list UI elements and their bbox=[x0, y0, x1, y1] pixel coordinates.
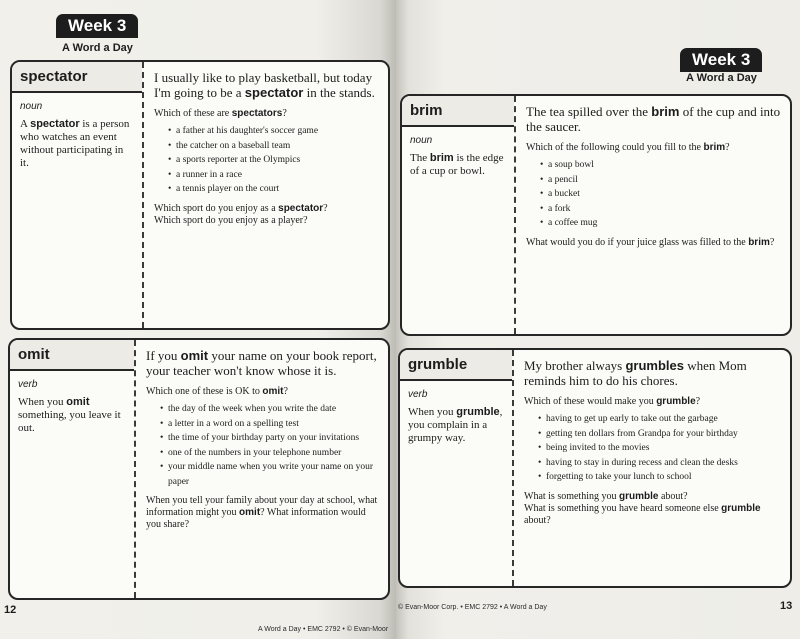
card-definition-panel bbox=[402, 96, 516, 334]
example-sentence: My brother always grumbles when Mom reminds him to do his chores. bbox=[524, 358, 747, 388]
definition: The brim is the edge of a cup or bowl. bbox=[410, 152, 504, 177]
card-activity-panel bbox=[144, 62, 388, 328]
question: Which of these are spectators? bbox=[154, 108, 287, 119]
list-item: • a soup bowl bbox=[540, 158, 782, 173]
choice-list bbox=[168, 124, 380, 197]
example-sentence: I usually like to play basketball, but today I'm going to be a spectator in the stands. bbox=[154, 70, 375, 100]
list-item: • one of the numbers in your telephone number bbox=[160, 446, 380, 461]
choice-list bbox=[540, 158, 782, 231]
list-item: • a fork bbox=[540, 202, 782, 217]
page-subtitle: A Word a Day bbox=[62, 42, 133, 54]
followup-question: What would you do if your juice glass was filled to the brim? bbox=[526, 236, 775, 248]
list-item: • your middle name when you write your name on your paper bbox=[160, 460, 380, 489]
list-item: • the catcher on a baseball team bbox=[168, 139, 380, 154]
page-footer: © Evan-Moor Corp. • EMC 2792 • A Word a Day bbox=[398, 604, 547, 611]
definition: When you omit something, you leave it out. bbox=[18, 396, 121, 434]
card-definition-panel bbox=[10, 340, 136, 598]
followup-question: When you tell your family about your day at school, what information might you omit? What information would you share? bbox=[146, 495, 378, 530]
list-item: • forgetting to take your lunch to school bbox=[538, 470, 782, 485]
list-item: • a coffee mug bbox=[540, 216, 782, 231]
word-card-brim bbox=[400, 94, 792, 336]
list-item: • having to stay in during recess and clean the desks bbox=[538, 456, 782, 471]
card-activity-panel bbox=[136, 340, 388, 598]
definition: When you grumble, you complain in a grumpy way. bbox=[408, 406, 503, 444]
choice-list bbox=[160, 402, 380, 489]
part-of-speech: noun bbox=[410, 135, 433, 146]
list-item: • having to get up early to take out the garbage bbox=[538, 412, 782, 427]
right-page bbox=[396, 0, 800, 639]
week-tab: Week 3 bbox=[56, 14, 138, 38]
word-card-omit bbox=[8, 338, 390, 600]
vocab-word: omit bbox=[10, 340, 134, 371]
vocab-word: brim bbox=[402, 96, 514, 127]
card-activity-panel bbox=[514, 350, 790, 586]
week-tab: Week 3 bbox=[680, 48, 762, 72]
list-item: • a sports reporter at the Olympics bbox=[168, 153, 380, 168]
part-of-speech: verb bbox=[408, 389, 428, 400]
left-page bbox=[0, 0, 396, 639]
question: Which one of these is OK to omit? bbox=[146, 386, 288, 397]
followup-question: What is something you grumble about? What is something you have heard someone else grumble about? bbox=[524, 490, 761, 526]
choice-list bbox=[538, 412, 782, 485]
list-item: • the time of your birthday party on your invitations bbox=[160, 431, 380, 446]
list-item: • being invited to the movies bbox=[538, 441, 782, 456]
example-sentence: The tea spilled over the brim of the cup and into the saucer. bbox=[526, 104, 781, 134]
part-of-speech: verb bbox=[18, 379, 38, 390]
vocab-word: grumble bbox=[400, 350, 512, 381]
page-subtitle: A Word a Day bbox=[686, 72, 757, 84]
card-definition-panel bbox=[400, 350, 514, 586]
page-number: 12 bbox=[4, 604, 17, 616]
followup-question: Which sport do you enjoy as a spectator? Which sport do you enjoy as a player? bbox=[154, 202, 328, 226]
word-card-spectator bbox=[10, 60, 390, 330]
example-sentence: If you omit your name on your book report, your teacher won't know whose it is. bbox=[146, 348, 377, 378]
list-item: • a father at his daughter's soccer game bbox=[168, 124, 380, 139]
question: Which of the following could you fill to the brim? bbox=[526, 142, 730, 153]
page-footer: A Word a Day • EMC 2792 • © Evan-Moor bbox=[258, 626, 389, 633]
definition: A spectator is a person who watches an event without participating in it. bbox=[20, 118, 130, 169]
page-number: 13 bbox=[780, 600, 793, 612]
list-item: • a bucket bbox=[540, 187, 782, 202]
list-item: • a letter in a word on a spelling test bbox=[160, 417, 380, 432]
word-card-grumble bbox=[398, 348, 792, 588]
list-item: • getting ten dollars from Grandpa for your birthday bbox=[538, 427, 782, 442]
card-definition-panel bbox=[12, 62, 144, 328]
card-activity-panel bbox=[516, 96, 790, 334]
list-item: • a pencil bbox=[540, 173, 782, 188]
list-item: • a runner in a race bbox=[168, 168, 380, 183]
list-item: • a tennis player on the court bbox=[168, 182, 380, 197]
list-item: • the day of the week when you write the date bbox=[160, 402, 380, 417]
vocab-word: spectator bbox=[12, 62, 142, 93]
part-of-speech: noun bbox=[20, 101, 43, 112]
question: Which of these would make you grumble? bbox=[524, 396, 701, 407]
